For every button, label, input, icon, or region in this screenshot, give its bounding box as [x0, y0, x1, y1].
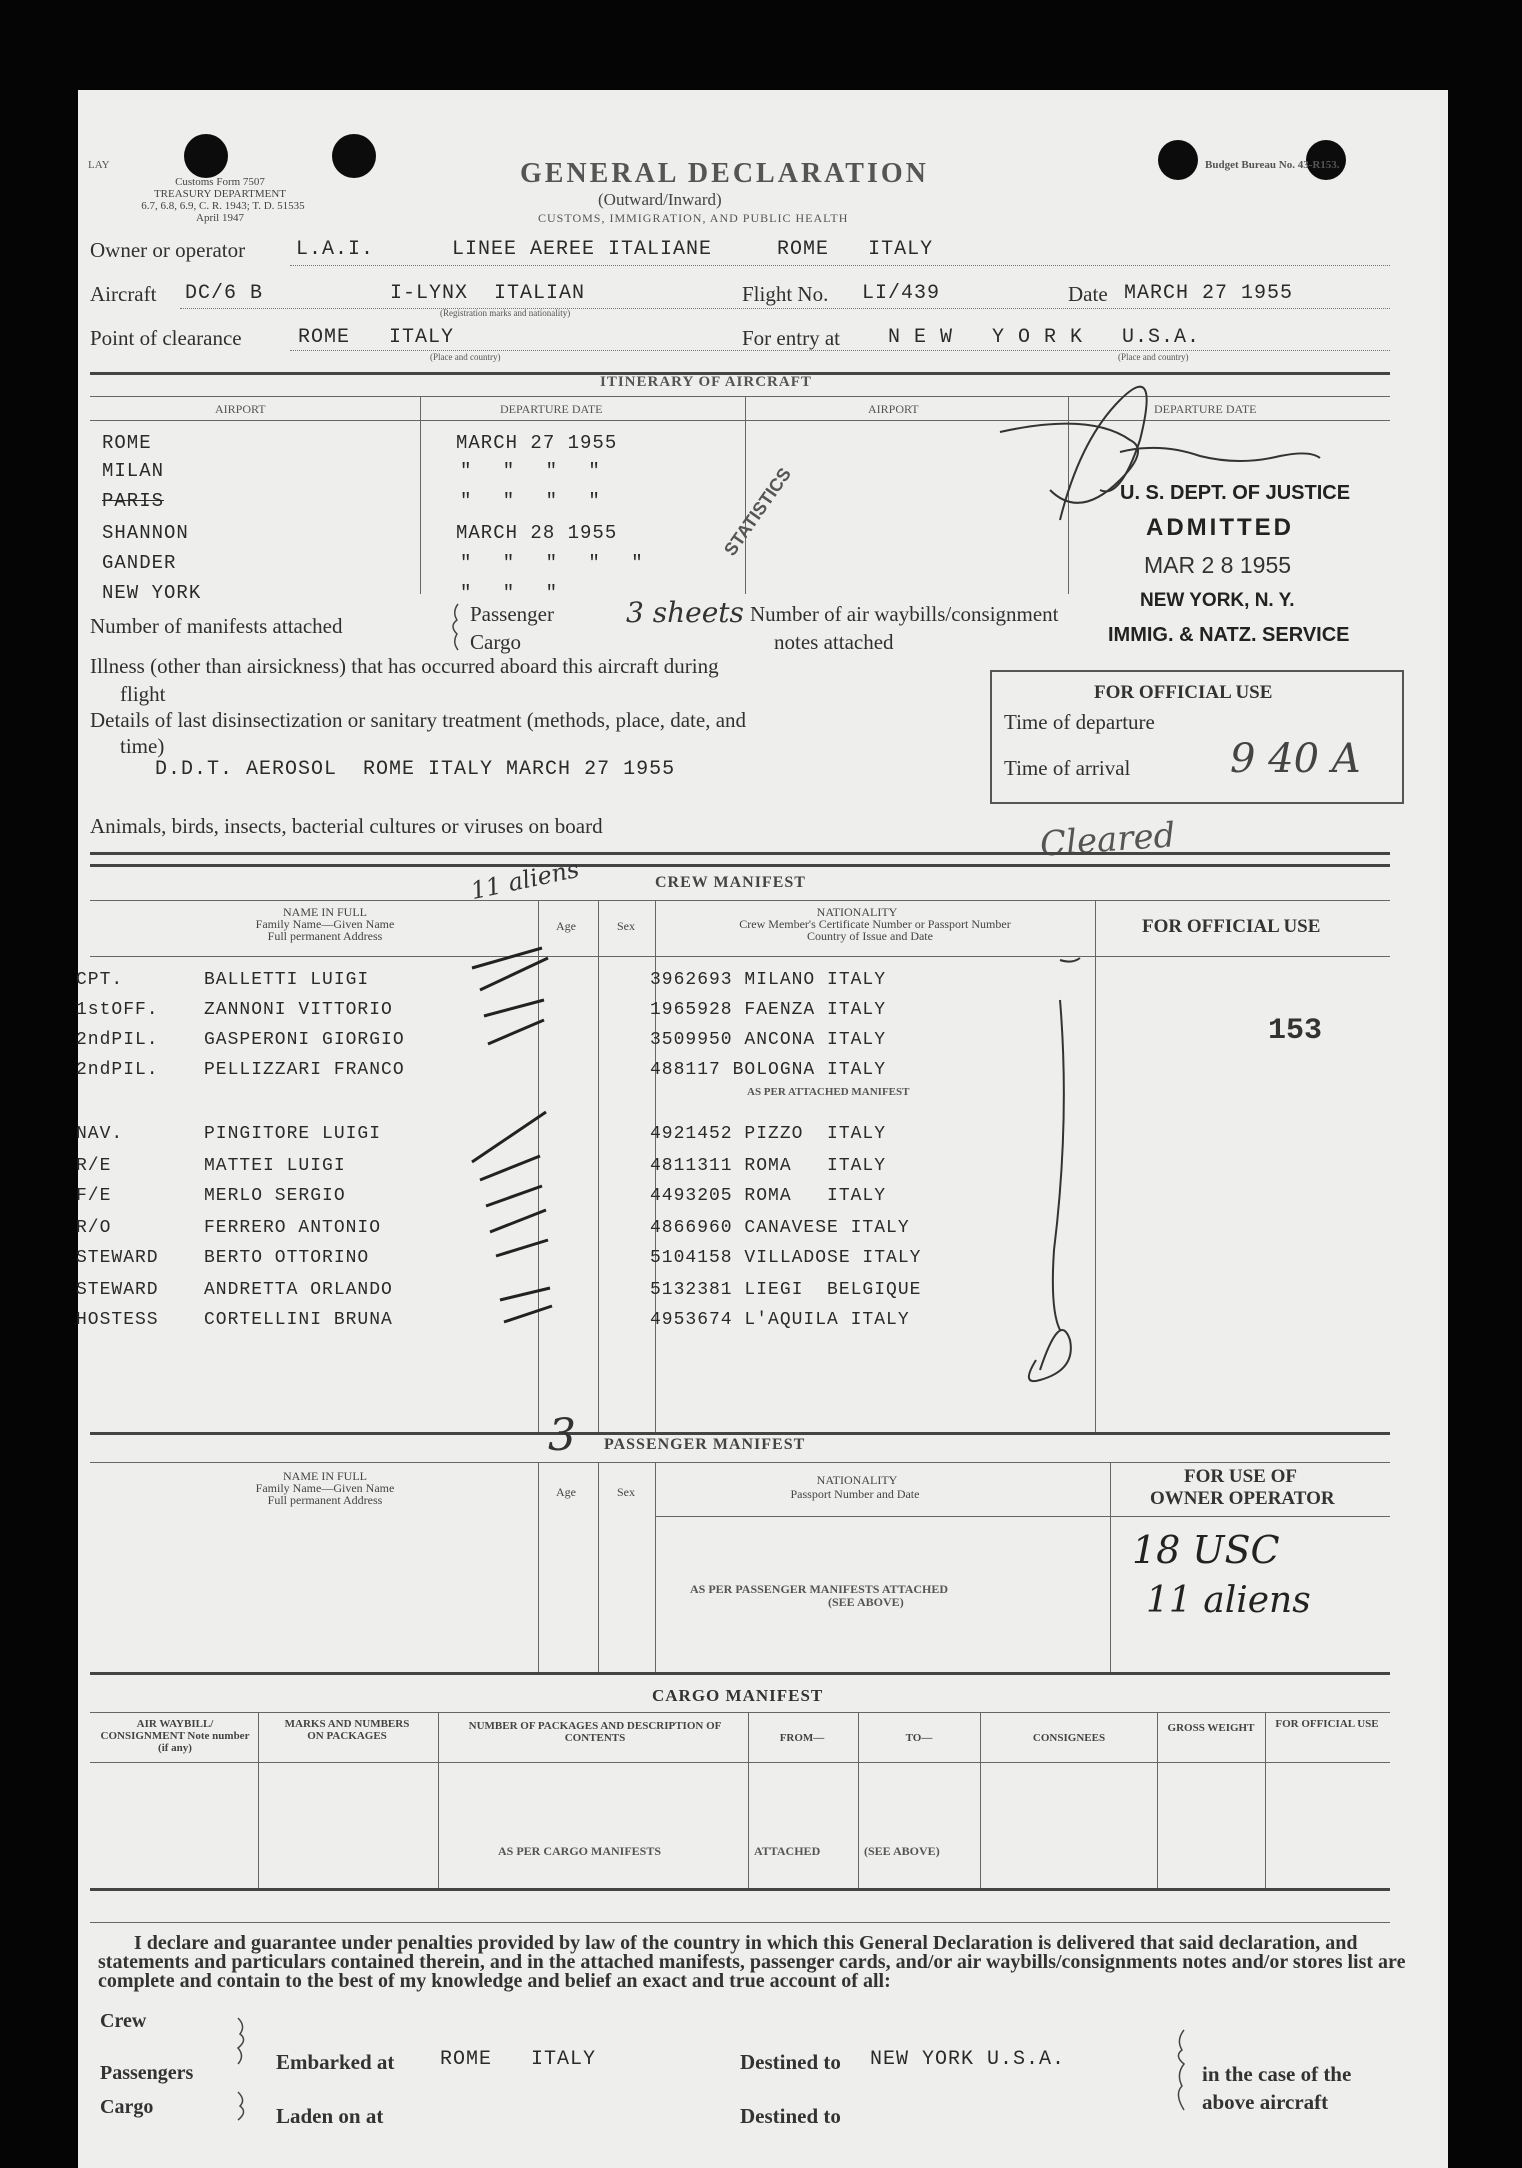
form-dept: TREASURY DEPARTMENT: [153, 188, 287, 200]
itinerary-airport: MILAN: [102, 460, 165, 482]
crew-rank: STEWARD: [76, 1280, 159, 1300]
destined-value: NEW YORK U.S.A.: [870, 2048, 1066, 2071]
passenger-alien-count-handwritten: 11 aliens: [1146, 1580, 1311, 1621]
flight-label: Flight No.: [742, 282, 829, 306]
stamp-date: MAR 2 8 1955: [1144, 552, 1292, 578]
crew-nationality: 488117 BOLOGNA ITALY: [650, 1060, 887, 1080]
case-label: in the case of the: [1202, 2062, 1352, 2086]
cargo-header-consignees: CONSIGNEES: [1032, 1732, 1106, 1744]
disinsect-value: D.D.T. AEROSOL ROME ITALY MARCH 27 1955: [155, 758, 676, 781]
passenger-header-sex: Sex: [617, 1485, 635, 1499]
crew-nationality: 4921452 PIZZO ITALY: [650, 1124, 887, 1144]
disinsect-label: Details of last disinsectization or sanitary treatment (methods, place, date, and: [90, 708, 747, 732]
animals-label: Animals, birds, insects, bacterial cultures or viruses on board: [90, 814, 603, 838]
itinerary-title: ITINERARY OF AIRCRAFT: [600, 374, 812, 390]
aircraft-value: DC/6 B: [185, 282, 264, 305]
itinerary-airport: NEW YORK: [102, 582, 202, 604]
crew-rank: R/O: [76, 1218, 112, 1238]
crew-rank: R/E: [76, 1156, 112, 1176]
registration-value: I-LYNX ITALIAN: [390, 282, 586, 305]
form-regs: 6.7, 6.8, 6.9, C. R. 1943; T. D. 51535: [141, 200, 305, 212]
manifests-cargo-label: Cargo: [470, 630, 521, 654]
entry-label: For entry at: [742, 326, 840, 350]
crew-bracket: [1029, 958, 1080, 1381]
passenger-header-owner2: OWNER OPERATOR: [1150, 1488, 1335, 1509]
aircraft-label: Aircraft: [90, 282, 157, 306]
crew-name: ANDRETTA ORLANDO: [204, 1280, 393, 1300]
embarked-label: Embarked at: [276, 2050, 395, 2074]
crew-header-name3: Full permanent Address: [267, 929, 383, 943]
itinerary-date: " " " ": [460, 460, 610, 482]
waybills-label: Number of air waybills/consignment: [750, 602, 1059, 626]
itinerary-date: " " " ": [460, 490, 610, 512]
crew-name: CORTELLINI BRUNA: [204, 1310, 393, 1330]
crew-header-age: Age: [556, 919, 576, 933]
embarked-value: ROME ITALY: [440, 2048, 597, 2071]
crew-header-sex: Sex: [617, 919, 635, 933]
clearance-value: ROME ITALY: [298, 326, 455, 349]
disinsect-label2: time): [120, 734, 165, 758]
crew-nationality: 5104158 VILLADOSE ITALY: [650, 1248, 922, 1268]
passenger-attached-note: AS PER PASSENGER MANIFESTS ATTACHED: [690, 1582, 949, 1596]
crew-rank: 2ndPIL.: [76, 1060, 159, 1080]
passenger-header-name2: Family Name—Given Name: [255, 1481, 395, 1495]
crew-name: MATTEI LUIGI: [204, 1156, 346, 1176]
destined2-label: Destined to: [740, 2104, 841, 2128]
time-of-arrival-label: Time of arrival: [1004, 756, 1131, 780]
itinerary-header-date2: DEPARTURE DATE: [1154, 402, 1257, 416]
form-number: Customs Form 7507: [175, 176, 265, 188]
cargo-note-see-above: (SEE ABOVE): [864, 1844, 940, 1858]
manifests-label: Number of manifests attached: [90, 614, 343, 638]
crew-nationality: 1965928 FAENZA ITALY: [650, 1000, 887, 1020]
crew-attached-note: AS PER ATTACHED MANIFEST: [747, 1086, 910, 1098]
cargo-header-packages: NUMBER OF PACKAGES AND DESCRIPTION OF CONTENTS: [468, 1720, 722, 1744]
declaration-passengers-label: Passengers: [100, 2062, 194, 2084]
crew-rank: 1stOFF.: [76, 1000, 159, 1020]
crew-rank: CPT.: [76, 970, 124, 990]
crew-rank: HOSTESS: [76, 1310, 159, 1330]
crew-rank: STEWARD: [76, 1248, 159, 1268]
crew-name: PINGITORE LUIGI: [204, 1124, 382, 1144]
form-title: GENERAL DECLARATION: [520, 158, 929, 189]
cargo-header-official: FOR OFFICIAL USE: [1275, 1718, 1379, 1730]
passenger-attached-note2: (SEE ABOVE): [828, 1595, 904, 1609]
laden-label: Laden on at: [276, 2104, 384, 2128]
crew-name: BALLETTI LUIGI: [204, 970, 370, 990]
crew-alien-count-handwritten: 11 aliens: [468, 854, 582, 906]
itinerary-date: " " ": [460, 582, 568, 604]
crew-rank: F/E: [76, 1186, 112, 1206]
cargo-header-marks: MARKS AND NUMBERS ON PACKAGES: [284, 1718, 410, 1742]
cleared-handwritten: Cleared: [1038, 815, 1177, 865]
lay-mark: LAY: [88, 159, 110, 171]
date-value: MARCH 27 1955: [1124, 282, 1294, 305]
stamp-dept: U. S. DEPT. OF JUSTICE: [1120, 482, 1351, 504]
entry-value: N E W Y O R K U.S.A.: [888, 326, 1201, 349]
manifests-passenger-label: Passenger: [470, 602, 554, 626]
owner-label: Owner or operator: [90, 238, 246, 262]
date-label: Date: [1068, 282, 1108, 306]
cargo-header-weight: GROSS WEIGHT: [1167, 1722, 1255, 1734]
itinerary-date: MARCH 28 1955: [456, 522, 618, 544]
crew-nationality: 4866960 CANAVESE ITALY: [650, 1218, 910, 1238]
crew-rank: NAV.: [76, 1124, 124, 1144]
crew-nationality: 4493205 ROMA ITALY: [650, 1186, 887, 1206]
clearance-label: Point of clearance: [90, 326, 242, 350]
crew-nationality: 3962693 MILANO ITALY: [650, 970, 887, 990]
itinerary-airport: SHANNON: [102, 522, 189, 544]
official-signature: [1000, 387, 1320, 520]
itinerary-airport: ROME: [102, 432, 152, 454]
waybills-notes-label: notes attached: [774, 630, 894, 654]
declaration-cargo-label: Cargo: [100, 2096, 154, 2118]
registration-note: (Registration marks and nationality): [440, 308, 571, 318]
owner-value: L.A.I.: [296, 238, 375, 261]
statistics-stamp: STATISTICS: [720, 464, 796, 560]
passenger-header-name3: Full permanent Address: [267, 1493, 383, 1507]
passenger-header-name: NAME IN FULL: [283, 1469, 367, 1483]
entry-note: (Place and country): [1118, 352, 1189, 362]
declaration-crew-label: Crew: [100, 2010, 147, 2032]
passenger-header-owner: FOR USE OF: [1184, 1466, 1297, 1487]
crew-rank: 2ndPIL.: [76, 1030, 159, 1050]
cargo-header-to: TO—: [905, 1732, 933, 1744]
crew-name: BERTO OTTORINO: [204, 1248, 370, 1268]
manifests-handwritten-count: 3 sheets: [626, 596, 744, 629]
crew-manifest-title: CREW MANIFEST: [655, 874, 806, 891]
passenger-header-passport: Passport Number and Date: [790, 1487, 920, 1501]
crew-name: MERLO SERGIO: [204, 1186, 346, 1206]
budget-number: Budget Bureau No. 43-R153.: [1205, 159, 1340, 171]
crew-tick-marks: [472, 948, 552, 1322]
arrival-time-handwritten: 9 40 A: [1230, 736, 1361, 782]
cargo-header-from: FROM—: [779, 1732, 825, 1744]
time-of-departure-label: Time of departure: [1004, 710, 1155, 734]
official-use-title: FOR OFFICIAL USE: [1094, 682, 1273, 703]
passenger-header-age: Age: [556, 1485, 576, 1499]
itinerary-header-date: DEPARTURE DATE: [500, 402, 603, 416]
itinerary-airport: GANDER: [102, 552, 177, 574]
crew-header-cert: Crew Member's Certificate Number or Passport Number: [739, 917, 1011, 931]
owner-full-value: LINEE AEREE ITALIANE ROME ITALY: [452, 238, 934, 261]
crew-nationality: 5132381 LIEGI BELGIQUE: [650, 1280, 922, 1300]
form-subtitle: (Outward/Inward): [598, 190, 722, 209]
form-date: April 1947: [196, 212, 244, 224]
crew-header-issue: Country of Issue and Date: [807, 929, 933, 943]
itinerary-date: MARCH 27 1955: [456, 432, 618, 454]
itinerary-airport: PARIS: [102, 490, 165, 512]
form-subtitle2: CUSTOMS, IMMIGRATION, AND PUBLIC HEALTH: [538, 211, 849, 225]
crew-name: ZANNONI VITTORIO: [204, 1000, 393, 1020]
passenger-manifest-title: PASSENGER MANIFEST: [604, 1436, 806, 1453]
cargo-manifest-title: CARGO MANIFEST: [652, 1686, 824, 1705]
itinerary-header-airport2: AIRPORT: [868, 402, 919, 416]
crew-nationality: 3509950 ANCONA ITALY: [650, 1030, 887, 1050]
stamp-service: IMMIG. & NATZ. SERVICE: [1108, 624, 1350, 646]
flight-value: LI/439: [862, 282, 941, 305]
passenger-header-nationality: NATIONALITY: [816, 1473, 898, 1487]
cargo-note-manifests: AS PER CARGO MANIFESTS: [498, 1844, 662, 1858]
crew-header-official: FOR OFFICIAL USE: [1142, 916, 1321, 937]
declaration-text: I declare and guarantee under penalties provided by law of the country in which this General Declaration is delivered that said declaration, and statements and particulars contained therein, and in the attached manifests, passenger cards, and/or air waybills/consignments notes and/or stores list are complete and contain to the best of my knowledge and belief an exact and true account of all:: [98, 1932, 1406, 1992]
crew-header-name: NAME IN FULL: [283, 905, 367, 919]
crew-name: GASPERONI GIORGIO: [204, 1030, 405, 1050]
illness-label: Illness (other than airsickness) that has occurred aboard this aircraft during: [90, 654, 719, 678]
itinerary-date: " " " " ": [460, 552, 653, 574]
crew-nationality: 4811311 ROMA ITALY: [650, 1156, 887, 1176]
crew-header-name2: Family Name—Given Name: [255, 917, 395, 931]
stamp-admitted: ADMITTED: [1146, 514, 1294, 541]
destined-label: Destined to: [740, 2050, 841, 2074]
crew-name: FERRERO ANTONIO: [204, 1218, 382, 1238]
cargo-note-attached: ATTACHED: [754, 1844, 821, 1858]
crew-nationality: 4953674 L'AQUILA ITALY: [650, 1310, 910, 1330]
case2-label: above aircraft: [1202, 2090, 1329, 2114]
crew-official-number: 153: [1268, 1014, 1323, 1048]
stamp-city: NEW YORK, N. Y.: [1140, 590, 1295, 611]
itinerary-header-airport: AIRPORT: [215, 402, 266, 416]
illness-label2: flight: [120, 682, 166, 706]
passenger-count-handwritten: 3: [548, 1410, 576, 1461]
crew-name: PELLIZZARI FRANCO: [204, 1060, 405, 1080]
clearance-note: (Place and country): [430, 352, 501, 362]
crew-header-nationality: NATIONALITY: [816, 905, 898, 919]
usc-count-handwritten: 18 USC: [1132, 1528, 1280, 1572]
cargo-header-waybill: AIR WAYBILL/ CONSIGNMENT Note number (if any): [100, 1718, 250, 1754]
